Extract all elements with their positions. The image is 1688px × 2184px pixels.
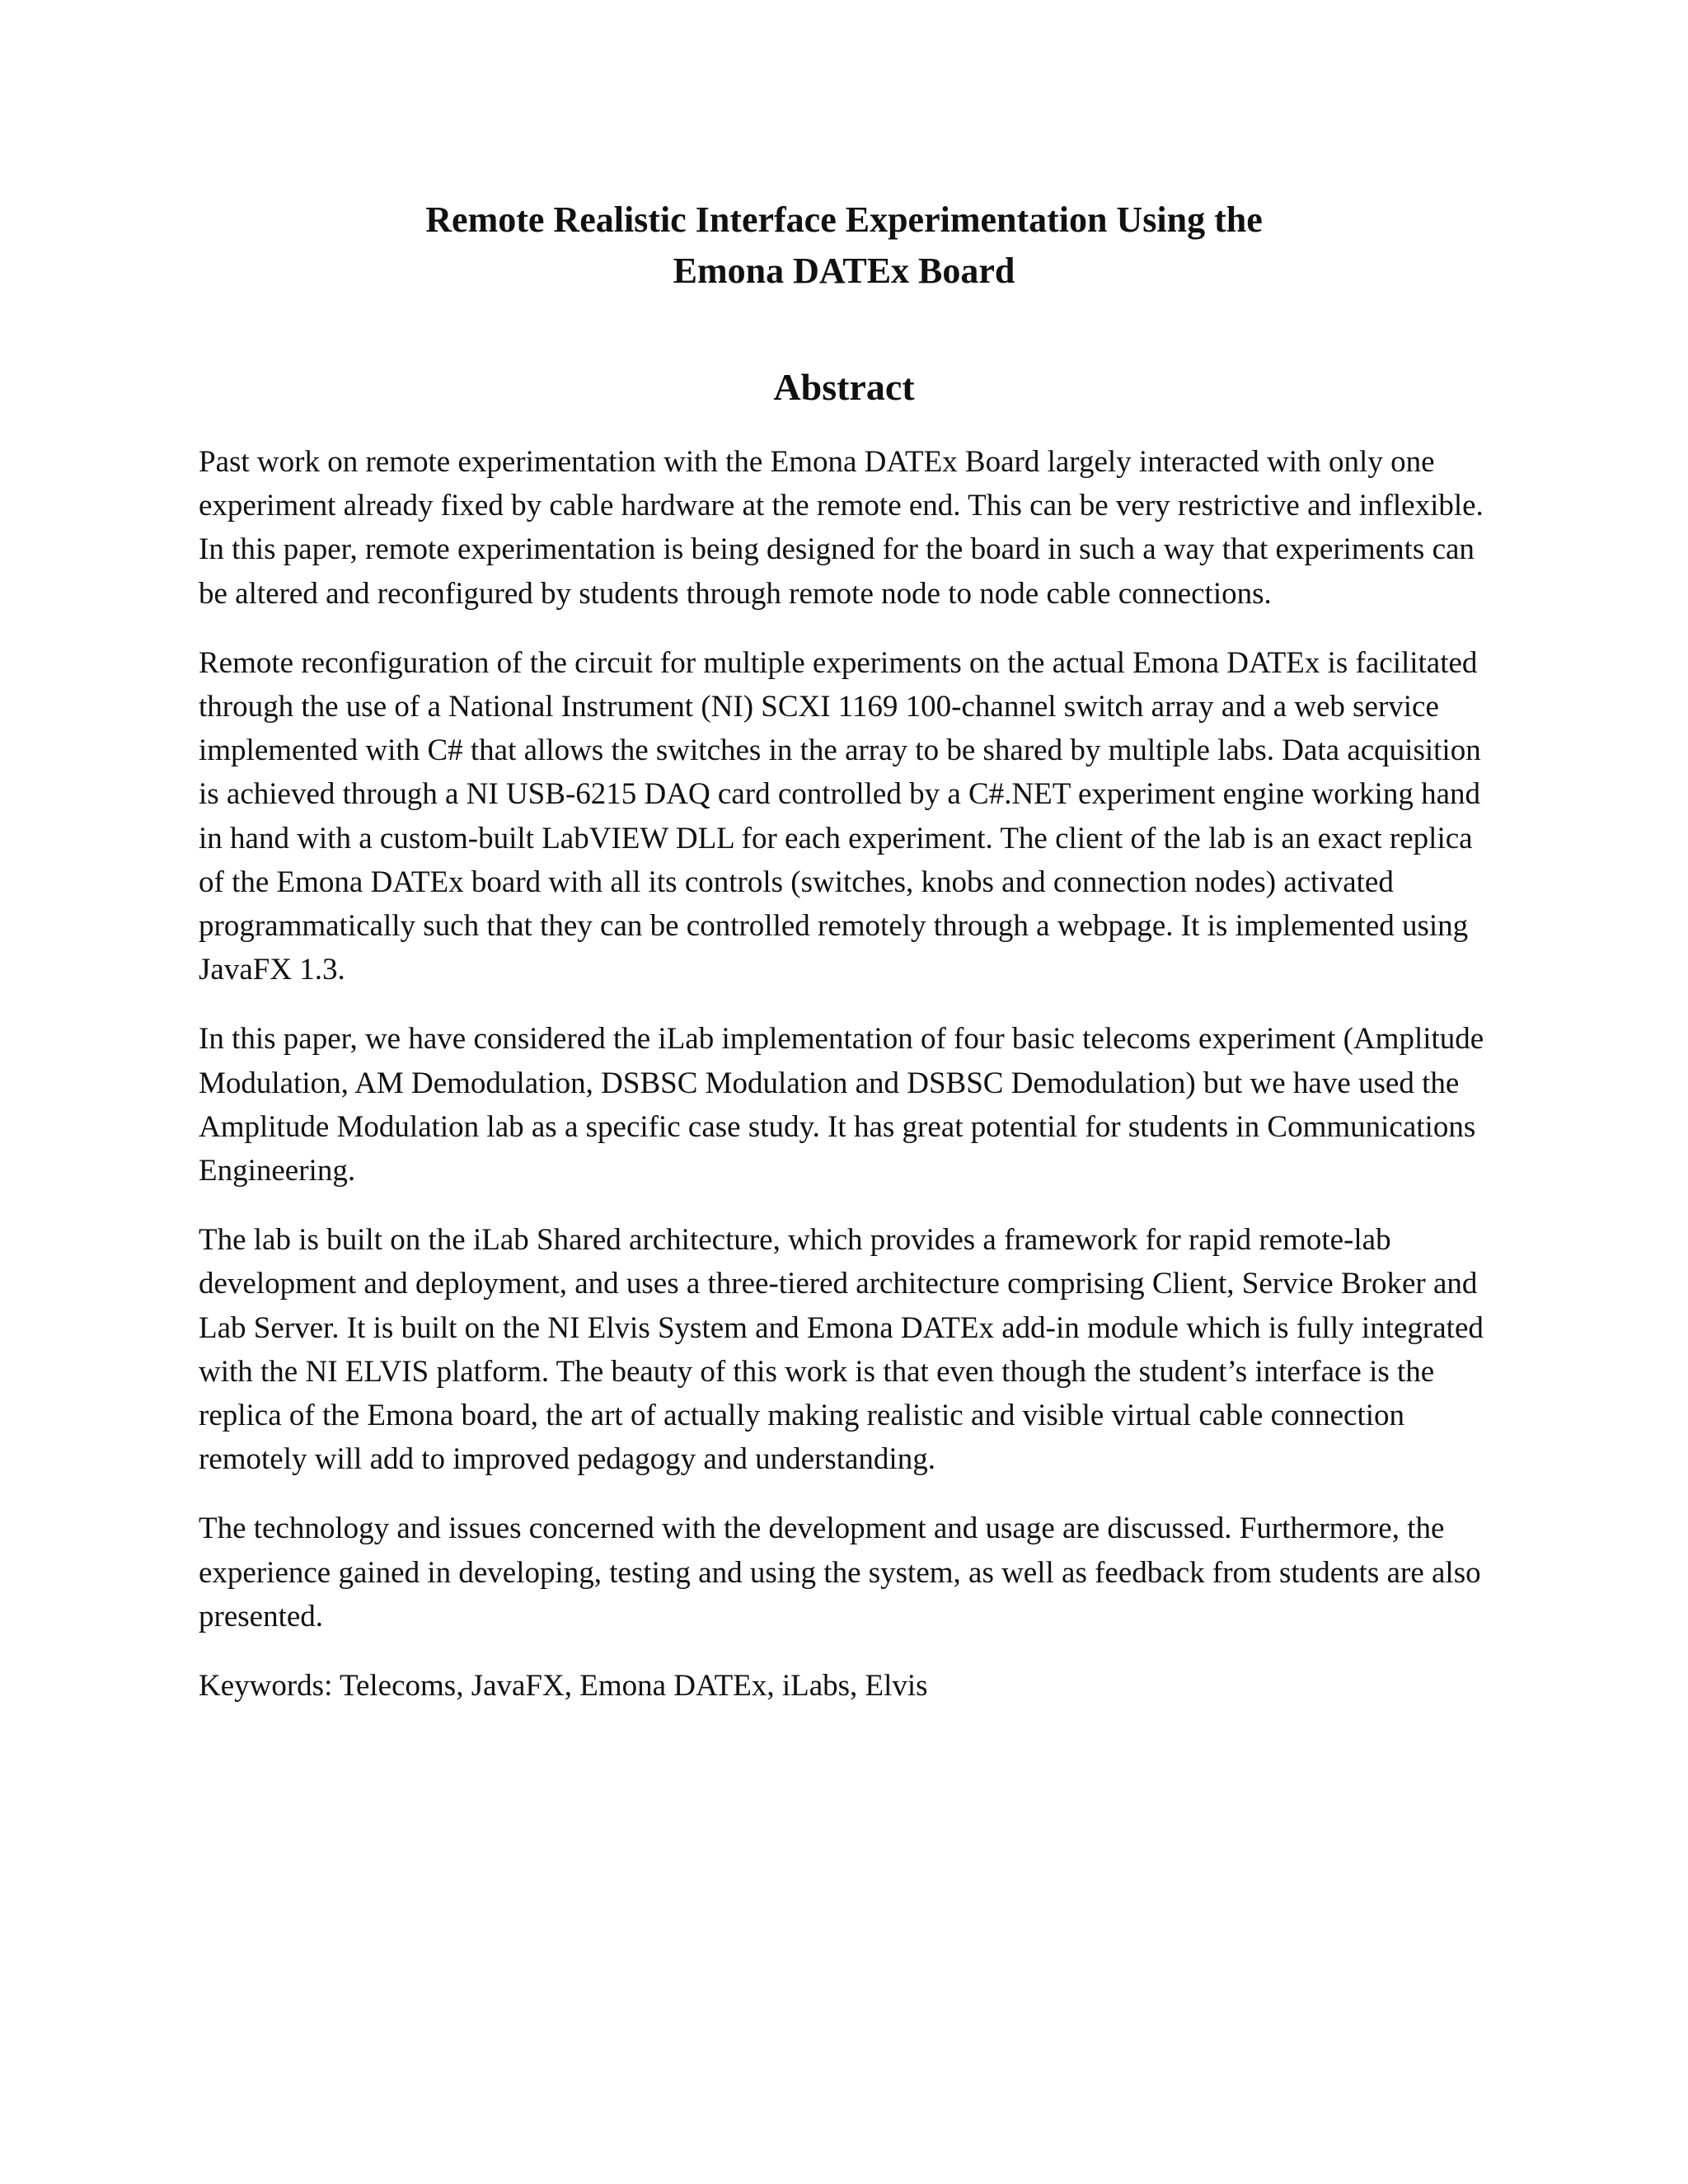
abstract-paragraph-4: The lab is built on the iLab Shared architecture, which provides a framework for rapid remote-lab development and deployment, and uses a three-tiered architecture comprising Client, Service Broker and Lab Server. It is built on the NI Elvis System and Emona DATEx add-in module which is fully integrated with the NI ELVIS platform. The beauty of this work is that even though the student’s interface is the replica of the Emona board, the art of actually making realistic and visible virtual cable connection remotely will add to improved pedagogy and understanding.	[199, 1223, 1484, 1477]
abstract-body	[199, 440, 1497, 1708]
abstract-paragraph-5: The technology and issues concerned with the development and usage are discussed. Furthermore, the experience gained in developing, testing and using the system, as well as feedback from students are also presented.	[199, 1511, 1481, 1633]
abstract-paragraph-2: Remote reconfiguration of the circuit for multiple experiments on the actual Emona DATEx is facilitated through the use of a National Instrument (NI) SCXI 1169 100-channel switch array and a web service implemented with C# that allows the switches in the array to be shared by multiple labs. Data acquisition is achieved through a NI USB-6215 DAQ card controlled by a C#.NET experiment engine working hand in hand with a custom-built LabVIEW DLL for each experiment. The client of the lab is an exact replica of the Emona DATEx board with all its controls (switches, knobs and connection nodes) activated programmatically such that they can be controlled remotely through a webpage. It is implemented using JavaFX 1.3.	[199, 645, 1481, 987]
abstract-paragraph-3: In this paper, we have considered the iLab implementation of four basic telecoms experiment (Amplitude Modulation, AM Demodulation, DSBSC Modulation and DSBSC Demodulation) but we have used the Amplitude Modulation lab as a specific case study. It has great potential for students in Communications Engineering.	[199, 1022, 1484, 1188]
paper-title	[0, 194, 1688, 297]
title-line-2: Emona DATEx Board	[673, 251, 1015, 291]
abstract-heading: Abstract	[773, 366, 915, 408]
keywords-line: Keywords: Telecoms, JavaFX, Emona DATEx, iLabs, Elvis	[199, 1669, 928, 1704]
abstract-paragraph-1: Past work on remote experimentation with the Emona DATEx Board largely interacted with only one experiment already fixed by cable hardware at the remote end. This can be very restrictive and inflexible. In this paper, remote experimentation is being designed for the board in such a way that experiments can be altered and reconfigured by students through remote node to node cable connections.	[199, 445, 1484, 611]
title-line-1: Remote Realistic Interface Experimentation Using the	[425, 199, 1263, 240]
